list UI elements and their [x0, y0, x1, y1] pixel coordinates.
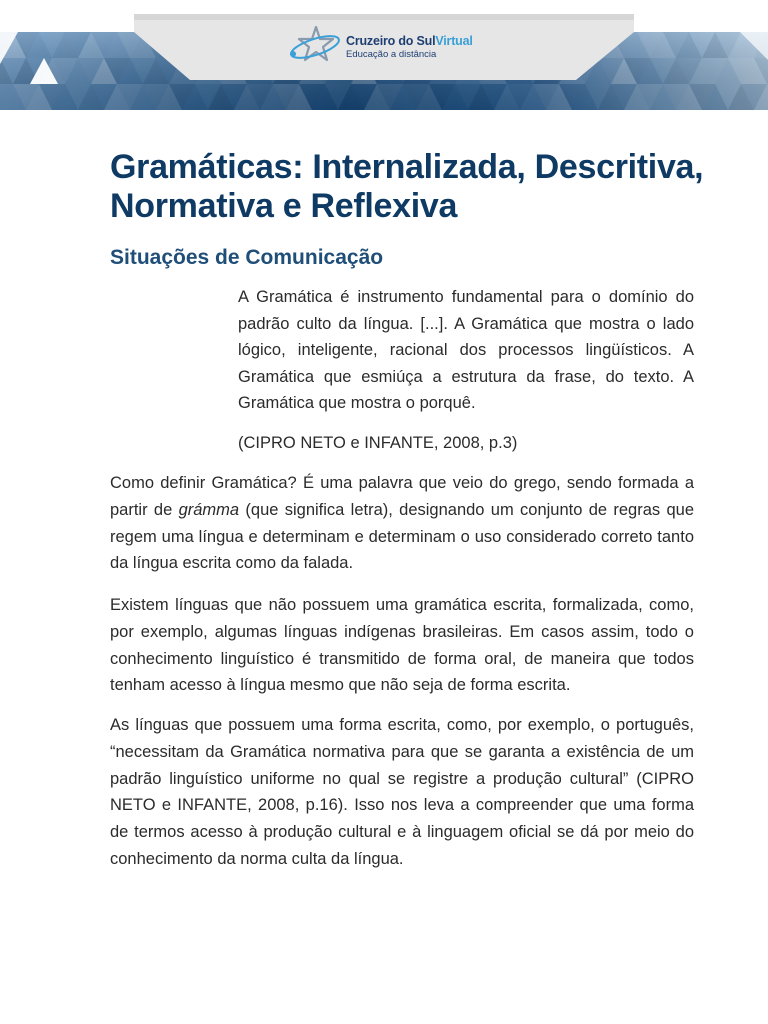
paragraph-2: Existem línguas que não possuem uma gramática escrita, formalizada, como, por exemplo, algumas línguas indígenas brasileiras. Em casos assim, todo o conhecimento linguístico é transmitido de forma oral, de maneira que todos tenham acesso à língua mesmo que não seja de forma escrita. [110, 596, 694, 695]
section-subtitle: Situações de Comunicação [110, 246, 384, 269]
header-banner [0, 0, 768, 112]
paragraph-1-text-a: Como definir Gramática? É uma palavra que veio do grego, sendo formada a partir de [110, 474, 694, 519]
logo-name: Cruzeiro do Sul [346, 33, 436, 48]
paragraph-1 [110, 470, 694, 577]
block-quote: A Gramática é instrumento fundamental para o domínio do padrão culto da língua. [...]. A Gramática que mostra o lado lógico, inteligente, racional dos processos lingüísticos. A Gramática que esmiúça a estrutura da frase, do texto. A Gramática que mostra o porquê. [238, 288, 694, 412]
page-title: Gramáticas: Internalizada, Descritiva, Normativa e Reflexiva [110, 148, 704, 225]
paragraph-3: As línguas que possuem uma forma escrita, como, por exemplo, o português, “necessitam da Gramática normativa para que se garanta a existência de um padrão linguístico uniforme no qual se registre a produção cultural” (CIPRO NETO e INFANTE, 2008, p.16). Isso nos leva a compreender que uma forma de termos acesso à produção cultural e à linguagem oficial se dá por meio do conhecimento da norma culta da língua. [110, 716, 694, 868]
paragraph-1-text-b: (que significa letra), designando um conjunto de regras que regem uma língua e determinam e determinam o uso considerado correto tanto da língua escrita como da falada. [110, 500, 694, 573]
logo-name-accent: Virtual [435, 33, 473, 48]
paragraph-1-emphasis: grámma [178, 500, 240, 519]
cruzeiro-do-sul-logo [286, 24, 473, 70]
star-orbit-icon [286, 24, 344, 70]
quote-citation: (CIPRO NETO e INFANTE, 2008, p.3) [238, 434, 518, 452]
logo-tagline: Educação a distância [346, 49, 437, 60]
